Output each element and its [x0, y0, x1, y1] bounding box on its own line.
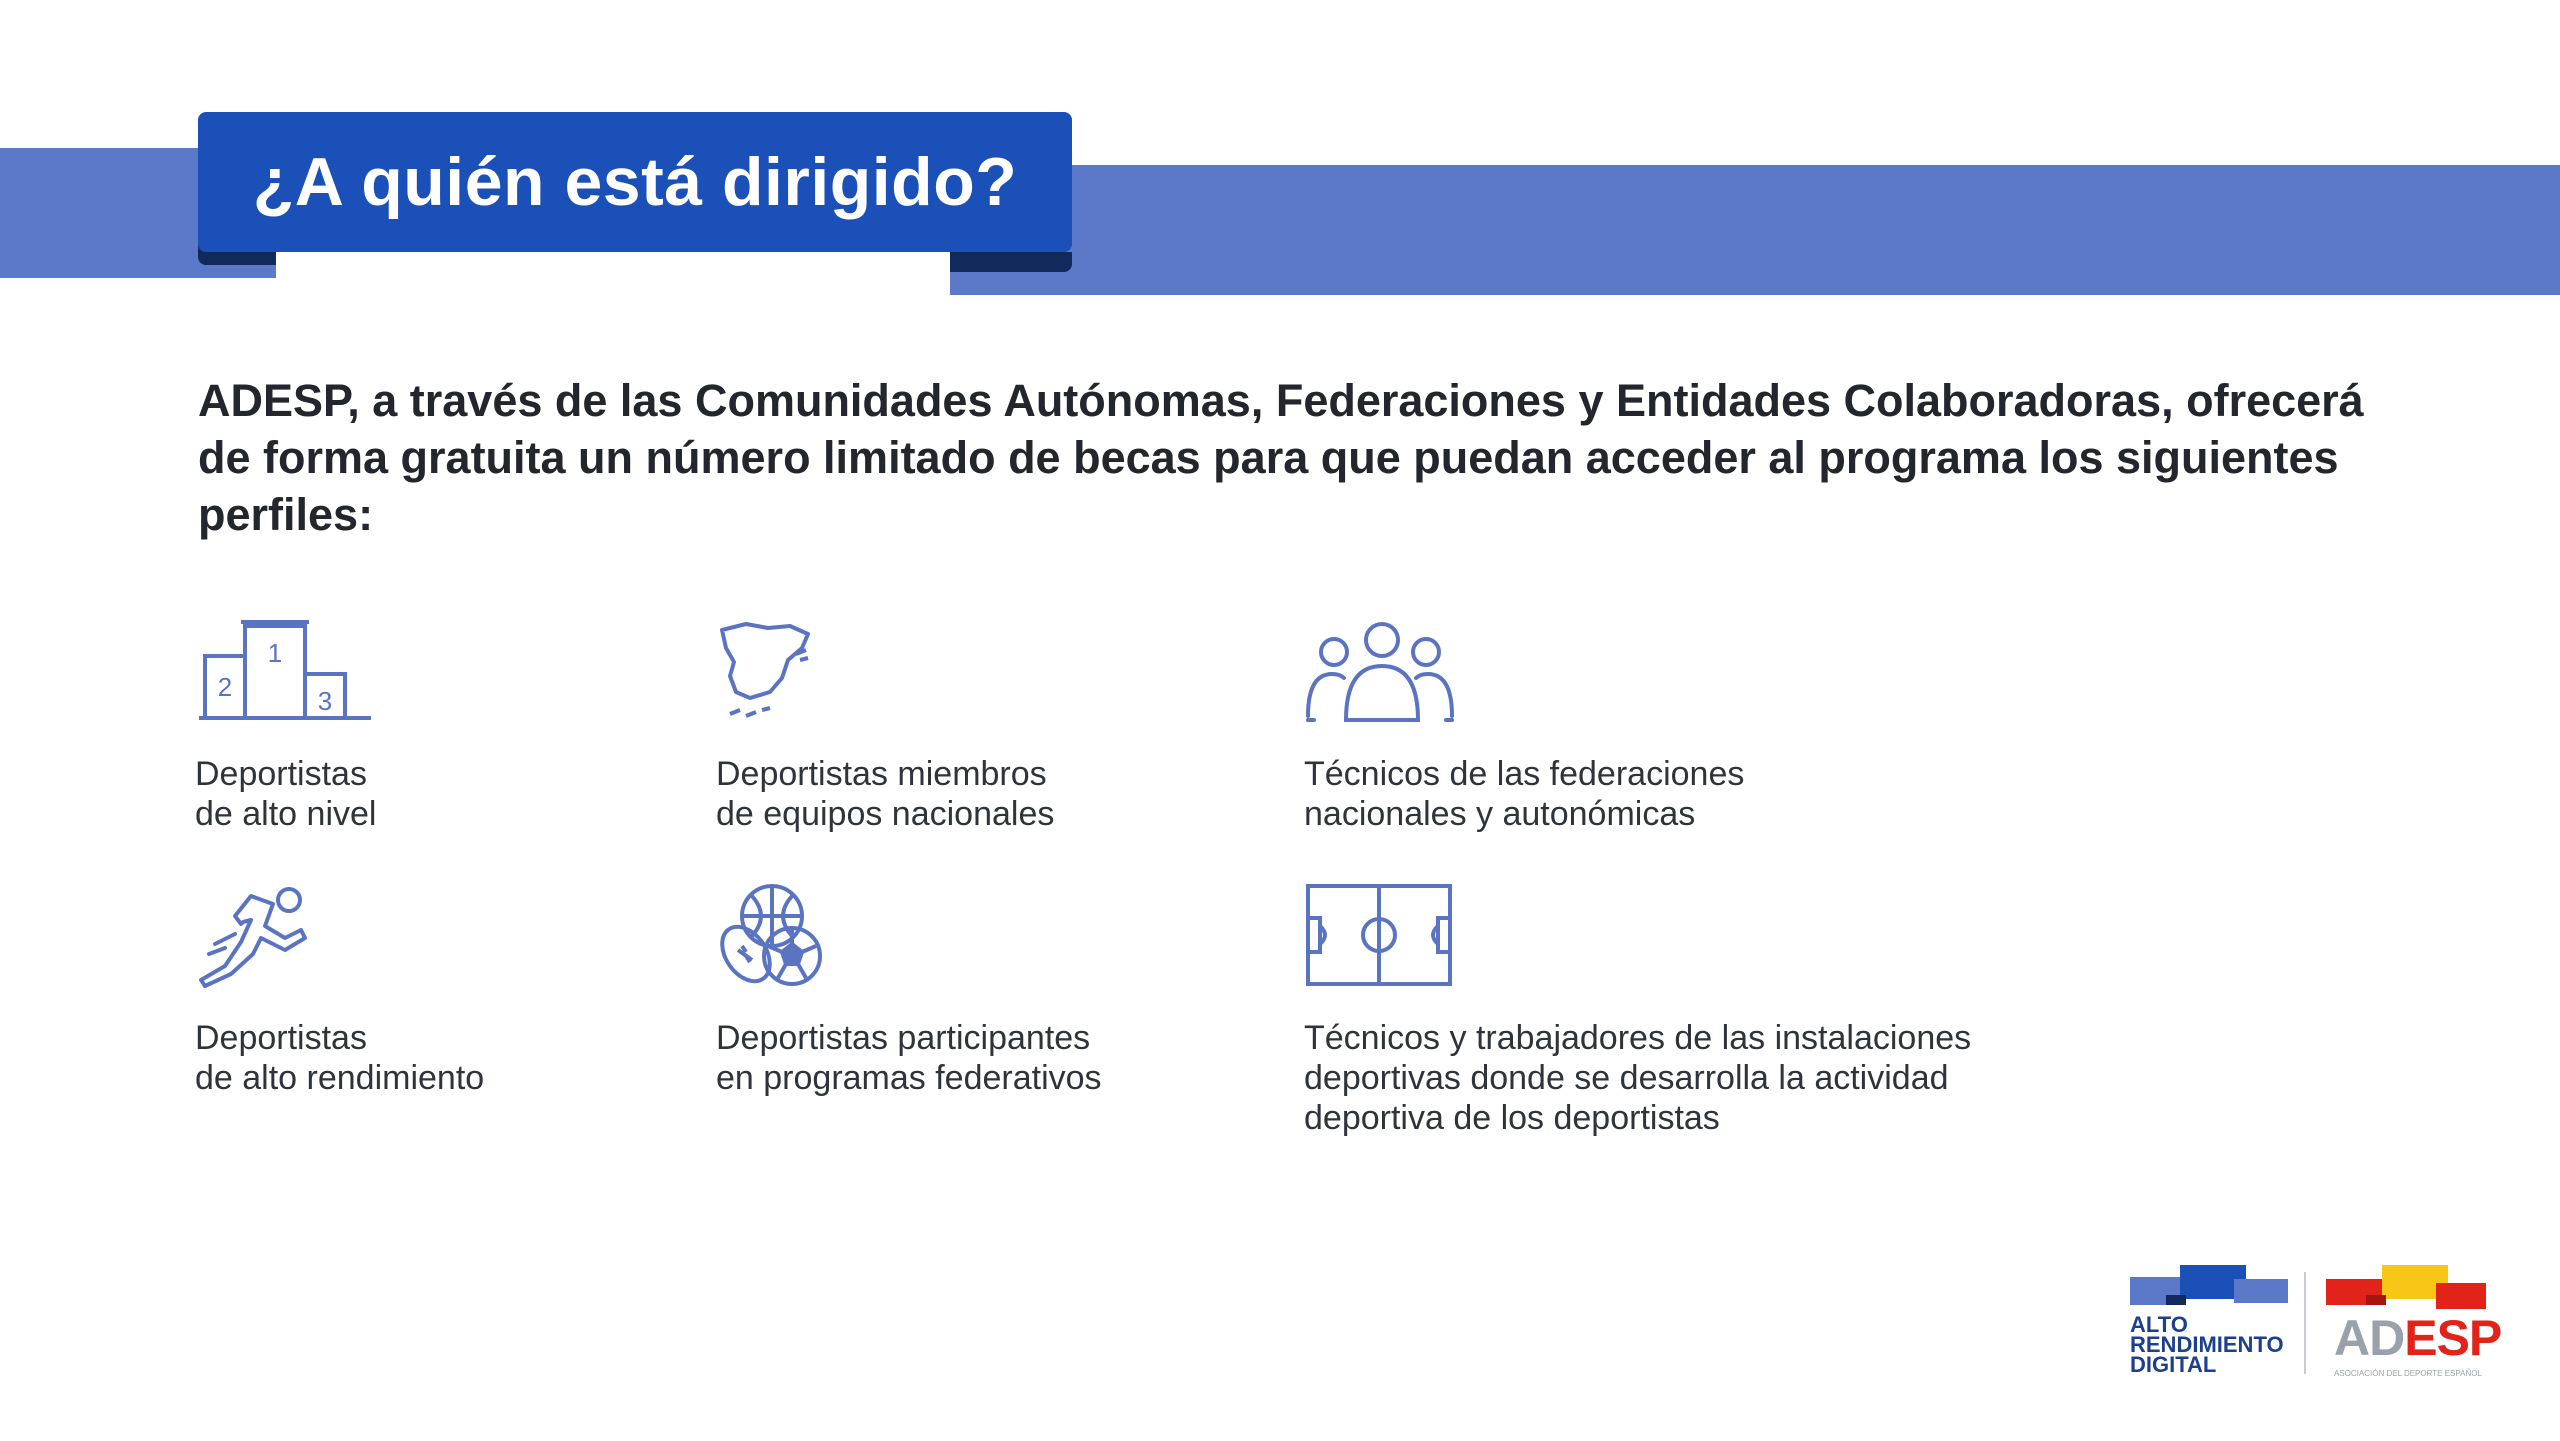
- adesp-logo: [2326, 1265, 2502, 1385]
- spain-map-icon: [716, 618, 896, 724]
- profile-label: Deportistas de alto nivel: [195, 755, 377, 833]
- runner-icon: [195, 882, 375, 988]
- profile-item-federative-program-athletes: [716, 882, 1102, 1098]
- group-icon: [1304, 618, 1484, 724]
- profile-item-federation-technicians: [1304, 618, 1744, 834]
- profile-label: Deportistas de alto rendimiento: [195, 1019, 485, 1097]
- podium-number-3: 3: [317, 686, 333, 716]
- adesp-logo-mark: [2326, 1265, 2486, 1309]
- adesp-logo-subtitle: ASOCIACIÓN DEL DEPORTE ESPAÑOL: [2334, 1369, 2482, 1378]
- logo-divider: [2304, 1272, 2306, 1374]
- podium-icon: [195, 618, 375, 724]
- ard-logo-mark: [2130, 1265, 2290, 1309]
- podium-number-2: 2: [217, 672, 233, 702]
- profile-label: Deportistas miembros de equipos nacionales: [716, 755, 1055, 833]
- title-banner: [198, 112, 1072, 252]
- alto-rendimiento-digital-logo: [2130, 1265, 2290, 1385]
- profile-item-high-level-athletes: [195, 618, 376, 834]
- profile-label: Técnicos y trabajadores de las instalaciones deportivas donde se desarrolla la actividad deportiva de los deportistas: [1304, 1019, 1972, 1137]
- header-band-right: [950, 165, 2560, 295]
- page-title: ¿A quién está dirigido?: [252, 144, 1018, 220]
- football-field-icon: [1304, 882, 1484, 988]
- ard-logo-text: ALTO RENDIMIENTO DIGITAL: [2130, 1312, 2284, 1377]
- profile-item-national-team-athletes: [716, 618, 1054, 834]
- sports-balls-icon: [716, 882, 896, 988]
- ribbon-fold-right: [950, 252, 1072, 272]
- profile-item-facility-workers: [1304, 882, 1971, 1138]
- profile-label: Técnicos de las federaciones nacionales y autonómicas: [1304, 755, 1745, 833]
- podium-number-1: 1: [267, 638, 283, 668]
- adesp-logo-wordmark: ADESP: [2334, 1310, 2502, 1366]
- intro-paragraph: ADESP, a través de las Comunidades Autónomas, Federaciones y Entidades Colaboradoras, ofrecerá de forma gratuita un número limitado de becas para que puedan acceder al programa los siguientes perfiles:: [198, 375, 2364, 540]
- profile-item-high-performance-athletes: [195, 882, 484, 1098]
- profile-label: Deportistas participantes en programas federativos: [716, 1019, 1102, 1097]
